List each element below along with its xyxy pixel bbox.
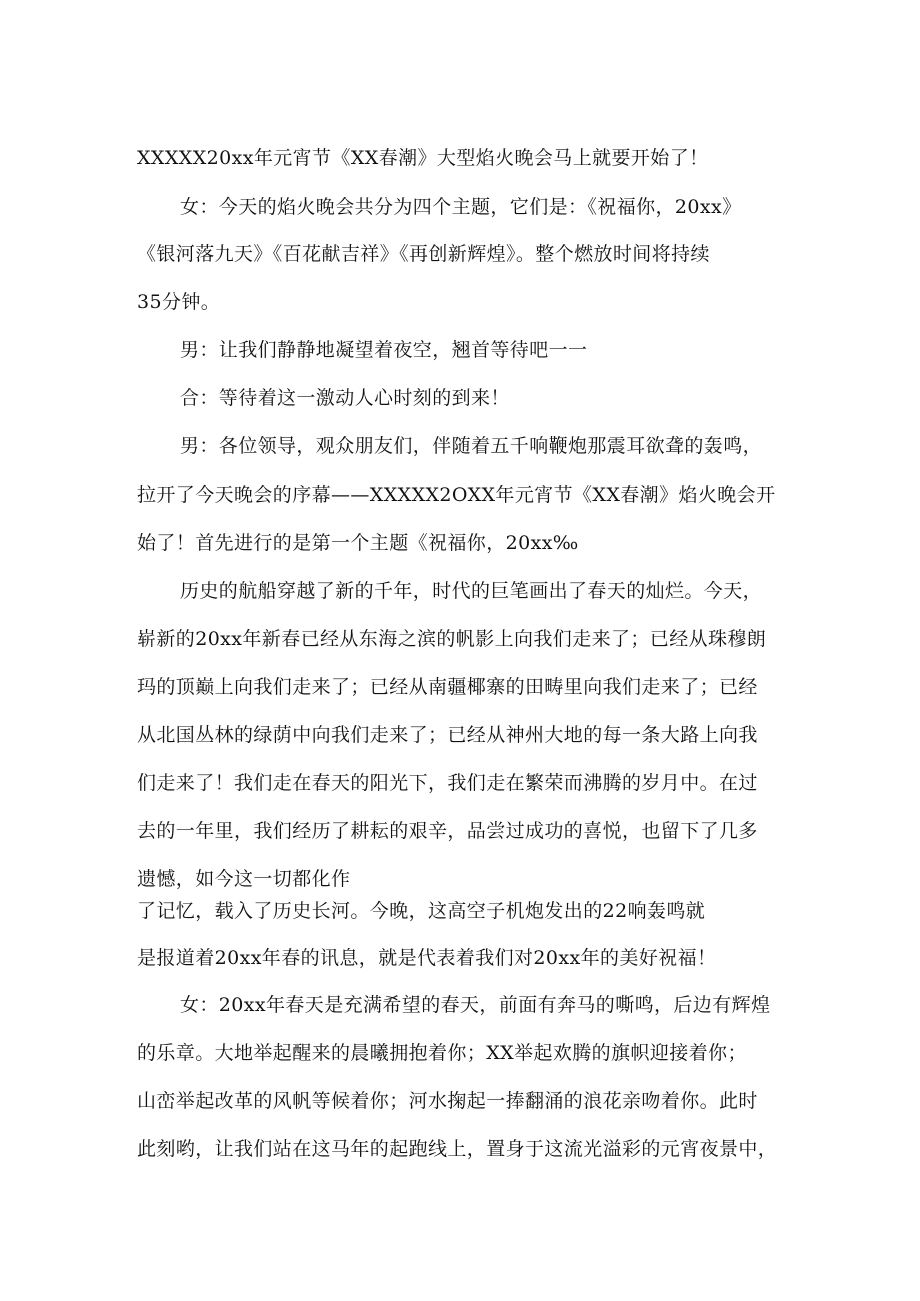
text-line: XXXXX20xx年元宵节《XX春潮》大型焰火晚会马上就要开始了！ <box>137 147 709 169</box>
text-line: 历史的航船穿越了新的千年，时代的巨笔画出了春天的灿烂。今天， <box>180 580 763 602</box>
text-line: 此刻哟，让我们站在这马年的起跑线上，置身于这流光溢彩的元宵夜景中， <box>137 1138 778 1160</box>
text-line: 《银河落九天》《百花献吉祥》《再创新辉煌》。整个燃放时间将持续 <box>137 243 710 265</box>
text-line: 了记忆，载入了历史长河。今晚，这高空子机炮发出的22响轰鸣就 <box>137 900 706 922</box>
text-line: 山峦举起改革的风帆等候着你；河水掬起一捧翻涌的浪花亲吻着你。此时 <box>137 1090 758 1112</box>
text-line: 始了！首先进行的是第一个主题《祝福你，20xx‰ <box>137 532 579 554</box>
text-line: 女：今天的焰火晚会共分为四个主题，它们是：《祝福你，20xx》 <box>180 196 742 218</box>
text-line: 玛的顶巅上向我们走来了；已经从南疆椰寨的田畴里向我们走来了；已经 <box>137 676 758 698</box>
text-line: 女：20xx年春天是充满希望的春天，前面有奔马的嘶鸣，后边有辉煌 <box>180 994 771 1016</box>
text-line: 是报道着20xx年春的讯息，就是代表着我们对20xx年的美好祝福！ <box>137 947 717 969</box>
text-line: 拉开了今天晚会的序幕——XXXXX2OXX年元宵节《XX春潮》焰火晚会开 <box>137 484 776 506</box>
text-line: 去的一年里，我们经历了耕耘的艰辛，品尝过成功的喜悦，也留下了几多 <box>137 820 758 842</box>
text-line: 们走来了！我们走在春天的阳光下，我们走在繁荣而沸腾的岁月中。在过 <box>137 772 758 794</box>
text-line: 崭新的20xx年新春已经从东海之滨的帆影上向我们走来了；已经从珠穆朗 <box>137 628 767 650</box>
text-line: 的乐章。大地举起醒来的晨曦拥抱着你；XX举起欢腾的旗帜迎接着你； <box>137 1042 747 1064</box>
text-line: 遗憾，如今这一切都化作 <box>137 868 351 890</box>
text-line: 35分钟。 <box>137 291 221 313</box>
text-line: 从北国丛林的绿荫中向我们走来了；已经从神州大地的每一条大路上向我 <box>137 724 758 746</box>
text-line: 男：各位领导，观众朋友们，伴随着五千响鞭炮那震耳欲聋的轰鸣， <box>180 435 763 457</box>
text-line: 男：让我们静静地凝望着夜空，翘首等待吧一一 <box>180 339 588 361</box>
text-line: 合：等待着这一激动人心时刻的到来！ <box>180 387 510 409</box>
